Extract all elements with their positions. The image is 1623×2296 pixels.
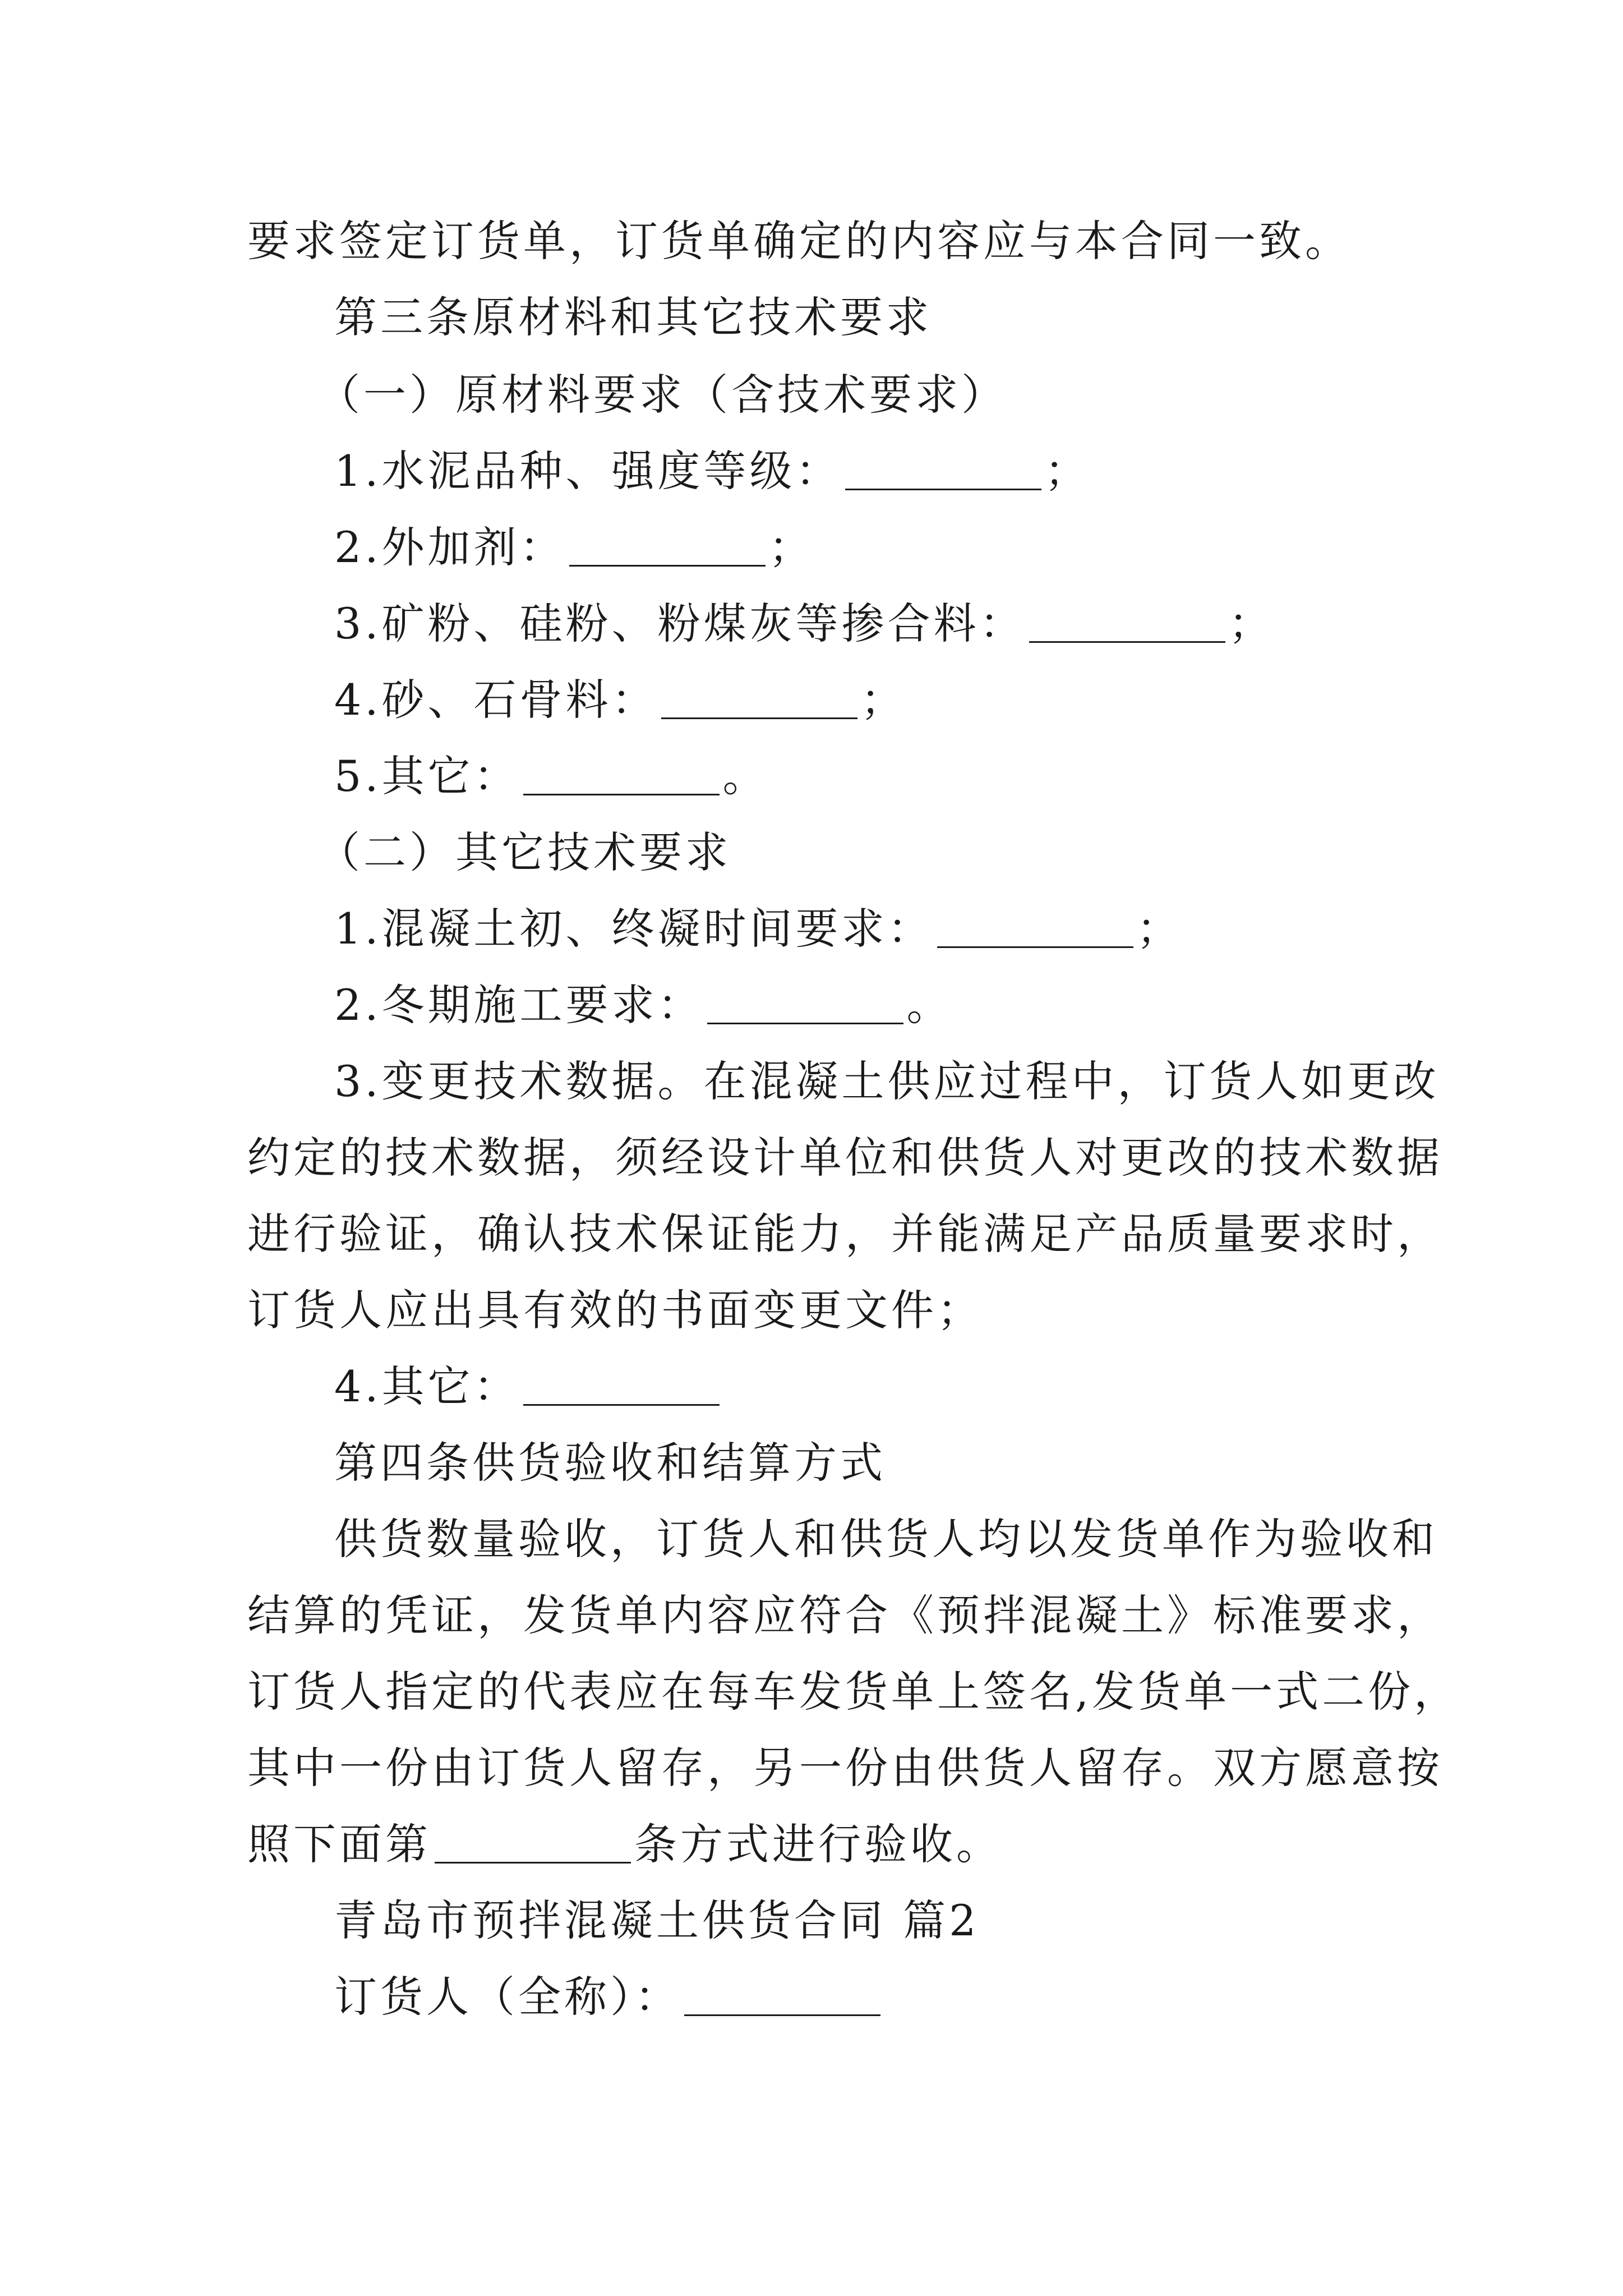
item-change-data-line: 订货人应出具有效的书面变更文件； — [247, 1285, 983, 1335]
item-punctuation: 。 — [906, 980, 953, 1030]
item-label: 5.其它： — [334, 751, 520, 801]
item-label: 3.矿粉、硅粉、粉煤灰等掺合料： — [334, 599, 1026, 648]
fill-in-blank — [569, 526, 766, 567]
item-punctuation: ； — [1228, 599, 1275, 648]
fill-in-blank — [845, 449, 1041, 490]
item-punctuation: ； — [768, 522, 815, 572]
fill-in-blank — [523, 754, 720, 795]
item-label: 1.水泥品种、强度等级： — [334, 446, 842, 496]
item-label: 1.混凝土初、终凝时间要求： — [334, 904, 934, 954]
item-aggregate — [334, 672, 907, 728]
item-winter-construction — [334, 977, 953, 1033]
paragraph-text: 照下面第 — [247, 1819, 431, 1869]
item-punctuation: ； — [860, 675, 907, 725]
item-label: 2.冬期施工要求： — [334, 980, 704, 1030]
item-mineral-admixture — [334, 596, 1275, 652]
field-label: 订货人（全称）： — [334, 1972, 681, 2022]
item-change-data-line: 约定的技术数据，须经设计单位和供货人对更改的技术数据 — [247, 1133, 1443, 1182]
fill-in-blank — [684, 1975, 880, 2016]
section-1-heading: （一）原材料要求（含技术要求） — [317, 370, 1007, 420]
text-line: 要求签定订货单，订货单确定的内容应与本合同一致。 — [247, 216, 1351, 266]
section-2-heading: （二）其它技术要求 — [317, 827, 731, 877]
fill-in-blank — [661, 678, 857, 719]
item-cement — [334, 443, 1091, 499]
item-label: 2.外加剂： — [334, 522, 566, 572]
item-punctuation: ； — [1044, 446, 1091, 496]
article-4-heading: 第四条供货验收和结算方式 — [334, 1438, 886, 1488]
paragraph-line — [247, 1816, 1002, 1872]
item-other-requirements — [334, 1359, 723, 1415]
item-label: 4.其它： — [334, 1361, 520, 1411]
item-punctuation: 。 — [722, 751, 769, 801]
paragraph-line: 结算的凭证，发货单内容应符合《预拌混凝土》标准要求， — [247, 1590, 1443, 1640]
paragraph-line: 供货数量验收，订货人和供货人均以发货单作为验收和 — [334, 1514, 1438, 1564]
fill-in-blank — [435, 1823, 631, 1864]
contract-part-2-heading: 青岛市预拌混凝土供货合同 篇2 — [334, 1895, 980, 1945]
item-label: 4.砂、石骨料： — [334, 675, 658, 725]
item-change-data-line: 3.变更技术数据。在混凝土供应过程中，订货人如更改 — [334, 1056, 1440, 1106]
item-setting-time — [334, 901, 1183, 957]
paragraph-text: 条方式进行验收。 — [634, 1819, 1002, 1869]
fill-in-blank — [1029, 602, 1225, 643]
item-change-data-line: 进行验证，确认技术保证能力，并能满足产品质量要求时， — [247, 1209, 1443, 1259]
fill-in-blank — [937, 907, 1133, 948]
orderer-field — [334, 1969, 884, 2025]
item-punctuation: ； — [1136, 904, 1183, 954]
fill-in-blank — [523, 1365, 720, 1406]
item-other-materials — [334, 748, 769, 804]
item-admixture — [334, 519, 815, 576]
paragraph-line: 其中一份由订货人留存，另一份由供货人留存。双方愿意按 — [247, 1743, 1443, 1793]
article-3-heading: 第三条原材料和其它技术要求 — [334, 292, 932, 342]
paragraph-line: 订货人指定的代表应在每车发货单上签名,发货单一式二份， — [247, 1667, 1460, 1717]
fill-in-blank — [707, 983, 903, 1024]
